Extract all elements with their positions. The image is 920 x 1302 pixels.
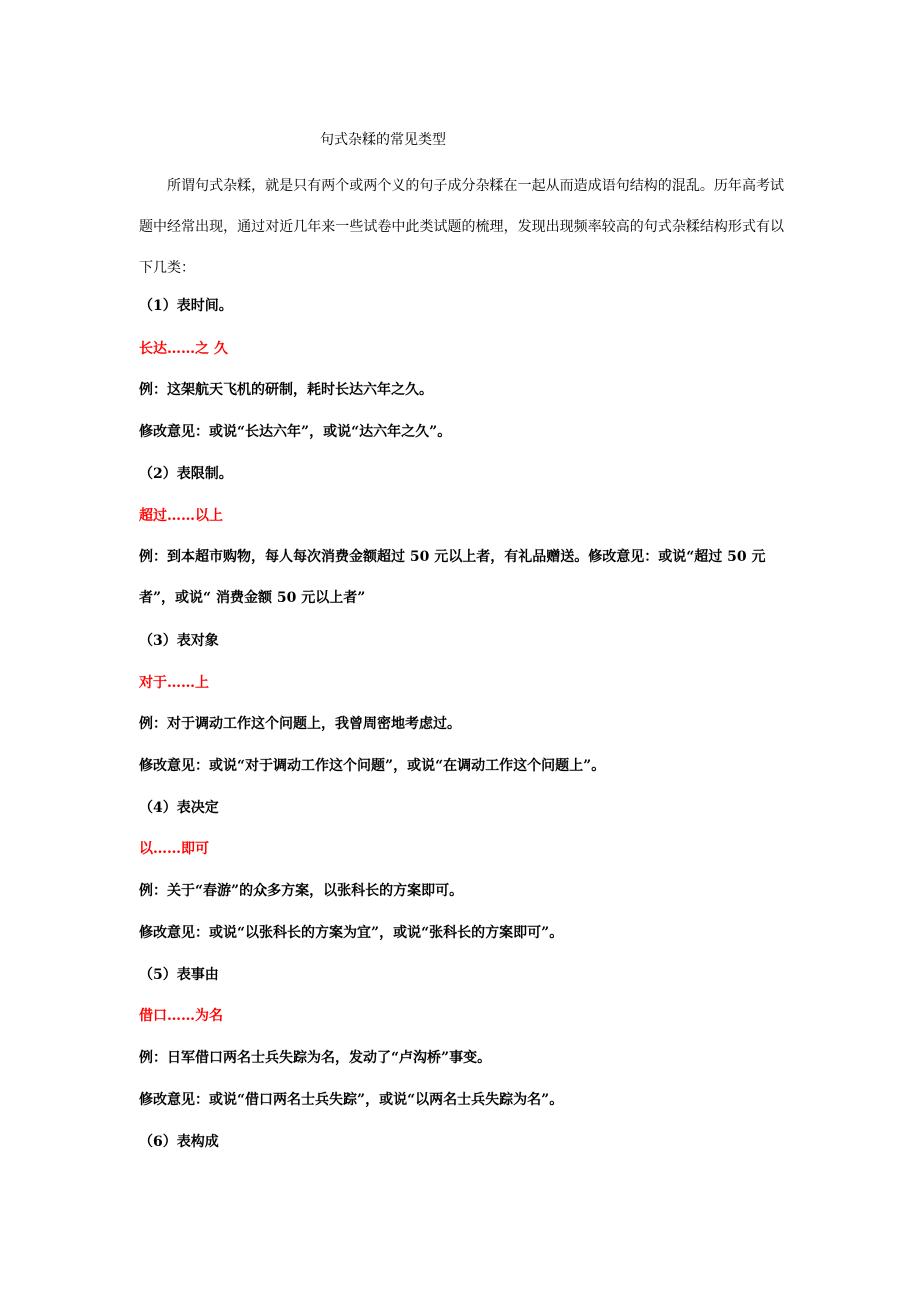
section-3-example: 例：对于调动工作这个问题上，我曾周密地考虑过。 (139, 716, 461, 732)
section-1-example: 例：这架航天飞机的研制，耗时长达六年之久。 (139, 382, 433, 398)
document-title: 句式杂糅的常见类型 (320, 132, 446, 148)
section-5-example: 例：日军借口两名士兵失踪为名，发动了“卢沟桥”事变。 (139, 1050, 492, 1066)
section-2-example-revision: 例：到本超市购物，每人每次消费金额超过 50 元以上者，有礼品赠送。修改意见：或说“超过 50 元者”，或说“ 消费金额 50 元以上者” (139, 549, 766, 606)
section-2-heading: （2）表限制。 (139, 466, 233, 482)
section-4-heading: （4）表决定 (139, 800, 219, 816)
section-3-pattern: 对于……上 (139, 675, 209, 691)
section-1-revision: 修改意见：或说“长达六年”，或说“达六年之久”。 (139, 424, 452, 440)
section-4-example: 例：关于“春游”的众多方案，以张科长的方案即可。 (139, 883, 464, 899)
section-3-revision: 修改意见：或说“对于调动工作这个问题”，或说“在调动工作这个问题上”。 (139, 758, 606, 774)
section-1-pattern: 长达……之 久 (139, 341, 228, 357)
section-5-revision: 修改意见：或说“借口两名士兵失踪”，或说“以两名士兵失踪为名”。 (139, 1092, 564, 1108)
section-4-revision: 修改意见：或说“以张科长的方案为宜”，或说“张科长的方案即可”。 (139, 925, 564, 941)
section-1-heading: （1）表时间。 (139, 298, 233, 314)
section-3-heading: （3）表对象 (139, 633, 219, 649)
section-5-pattern: 借口……为名 (139, 1008, 223, 1024)
section-5-heading: （5）表事由 (139, 967, 219, 983)
section-6-heading: （6）表构成 (139, 1134, 219, 1150)
intro-paragraph: 所谓句式杂糅，就是只有两个或两个义的句子成分杂糅在一起从而造成语句结构的混乱。历年高考试题中经常出现，通过对近几年来一些试卷中此类试题的梳理，发现出现频率较高的句式杂糅结构形式有以下几类： (139, 178, 784, 276)
section-4-pattern: 以……即可 (139, 841, 209, 857)
section-2-pattern: 超过……以上 (139, 508, 223, 524)
